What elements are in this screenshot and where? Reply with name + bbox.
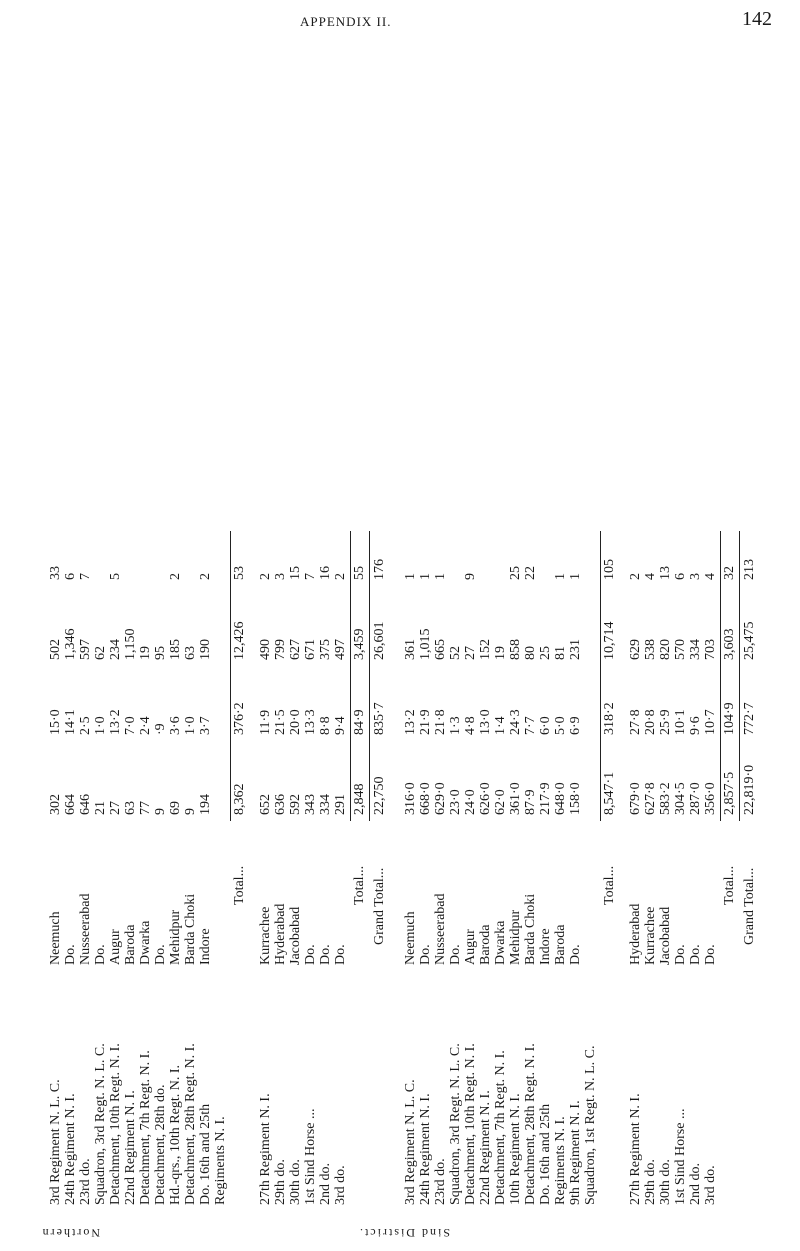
value-cell: 291 bbox=[333, 794, 348, 815]
value-cell: 6 bbox=[63, 573, 78, 580]
station-cell: Do. bbox=[448, 944, 463, 965]
grand-total-value: 25,475 bbox=[742, 621, 757, 660]
grand-rule bbox=[369, 531, 370, 821]
value-cell: 592 bbox=[288, 794, 303, 815]
regiment-cell: Squadron, 1st Regt. N. L. C. bbox=[583, 1045, 598, 1205]
value-cell: 1 bbox=[568, 573, 583, 580]
value-cell: 1·0 bbox=[183, 716, 198, 735]
regiment-cell: 2nd do. bbox=[318, 1163, 333, 1205]
value-cell: 820 bbox=[658, 639, 673, 660]
value-cell: 231 bbox=[568, 639, 583, 660]
station-cell: Neemuch bbox=[48, 911, 63, 965]
value-cell: 375 bbox=[318, 639, 333, 660]
regiment-cell: 10th Regiment N. I. bbox=[508, 1093, 523, 1205]
value-cell: 63 bbox=[183, 646, 198, 660]
station-cell: Do. bbox=[418, 944, 433, 965]
regiment-cell: 30th do. bbox=[288, 1159, 303, 1205]
total-value: 3,603 bbox=[722, 628, 737, 660]
value-cell: 7·0 bbox=[123, 716, 138, 735]
value-cell: 9 bbox=[183, 808, 198, 815]
station-cell: Do. bbox=[688, 944, 703, 965]
total-value: 376·2 bbox=[232, 702, 247, 735]
station-cell: Augur bbox=[108, 929, 123, 965]
station-cell: Mehidpur bbox=[168, 909, 183, 965]
value-cell: 287·0 bbox=[688, 782, 703, 815]
value-cell: 1,150 bbox=[123, 628, 138, 660]
value-cell: 665 bbox=[433, 639, 448, 660]
total-label: Total... bbox=[602, 865, 617, 905]
value-cell: 20·0 bbox=[288, 709, 303, 735]
page-number: 142 bbox=[742, 8, 772, 30]
value-cell: 6 bbox=[673, 573, 688, 580]
value-cell: 7 bbox=[78, 573, 93, 580]
value-cell: 13 bbox=[658, 566, 673, 580]
value-cell: 52 bbox=[448, 646, 463, 660]
total-label: Total... bbox=[232, 865, 247, 905]
total-label: Total... bbox=[352, 865, 367, 905]
value-cell: 7·7 bbox=[523, 716, 538, 735]
total-value: 2,848 bbox=[352, 783, 367, 815]
grand-rule bbox=[739, 531, 740, 821]
regiment-cell: 2nd do. bbox=[688, 1163, 703, 1205]
total-value: 12,426 bbox=[232, 621, 247, 660]
value-cell: 597 bbox=[78, 639, 93, 660]
value-cell: 626·0 bbox=[478, 782, 493, 815]
value-cell: 15·0 bbox=[48, 709, 63, 735]
regiment-cell: 23rd do. bbox=[433, 1158, 448, 1205]
side-label-northern: Northern bbox=[40, 1226, 100, 1240]
value-cell: 1 bbox=[403, 573, 418, 580]
value-cell: 33 bbox=[48, 566, 63, 580]
value-cell: 63 bbox=[123, 801, 138, 815]
value-cell: 1 bbox=[433, 573, 448, 580]
value-cell: 3·7 bbox=[198, 716, 213, 735]
value-cell: 5 bbox=[108, 573, 123, 580]
regiment-cell: 24th Regiment N. I. bbox=[63, 1093, 78, 1205]
station-cell: Indore bbox=[198, 928, 213, 965]
value-cell: 3 bbox=[273, 573, 288, 580]
value-cell: 652 bbox=[258, 794, 273, 815]
value-cell: 27 bbox=[463, 646, 478, 660]
value-cell: 502 bbox=[48, 639, 63, 660]
value-cell: 13·2 bbox=[108, 709, 123, 735]
regiment-cell: Detachment, 28th Regt. N. I. bbox=[183, 1043, 198, 1205]
value-cell: 1·4 bbox=[493, 716, 508, 735]
value-cell: 15 bbox=[288, 566, 303, 580]
grand-total-value: 772·7 bbox=[742, 702, 757, 735]
grand-total-value: 22,819·0 bbox=[742, 764, 757, 815]
value-cell: 62 bbox=[93, 646, 108, 660]
station-cell: Nusseerabad bbox=[433, 893, 448, 965]
station-cell: Do. bbox=[93, 944, 108, 965]
section-upper bbox=[38, 55, 387, 1215]
value-cell: 1·3 bbox=[448, 716, 463, 735]
value-cell: 2 bbox=[168, 573, 183, 580]
station-cell: Augur bbox=[463, 929, 478, 965]
side-label-sind: Sind District. bbox=[357, 1226, 450, 1240]
total-label: Total... bbox=[722, 865, 737, 905]
value-cell: 629 bbox=[628, 639, 643, 660]
value-cell: 69 bbox=[168, 801, 183, 815]
value-cell: 190 bbox=[198, 639, 213, 660]
value-cell: 21·5 bbox=[273, 709, 288, 735]
value-cell: 671 bbox=[303, 639, 318, 660]
value-cell: 7 bbox=[303, 573, 318, 580]
value-cell: 316·0 bbox=[403, 782, 418, 815]
grand-total-value: 26,601 bbox=[372, 621, 387, 660]
value-cell: 152 bbox=[478, 639, 493, 660]
regiment-cell: 27th Regiment N. I. bbox=[628, 1093, 643, 1205]
value-cell: 19 bbox=[493, 646, 508, 660]
regiment-cell: 27th Regiment N. I. bbox=[258, 1093, 273, 1205]
value-cell: 3 bbox=[688, 573, 703, 580]
regiment-cell: Regiments N. I. bbox=[213, 1116, 228, 1205]
regiment-cell: 22nd Regiment N. I. bbox=[123, 1090, 138, 1205]
regiment-cell: 3rd Regiment N. L. C. bbox=[48, 1079, 63, 1205]
value-cell: 356·0 bbox=[703, 782, 718, 815]
value-cell: 361·0 bbox=[508, 782, 523, 815]
station-cell: Barda Choki bbox=[183, 893, 198, 965]
regiment-cell: 24th Regiment N. I. bbox=[418, 1093, 433, 1205]
value-cell: 77 bbox=[138, 801, 153, 815]
value-cell: 2 bbox=[198, 573, 213, 580]
value-cell: 646 bbox=[78, 794, 93, 815]
value-cell: 11·9 bbox=[258, 709, 273, 735]
value-cell: 3·6 bbox=[168, 716, 183, 735]
regiment-cell: 1st Sind Horse ... bbox=[673, 1108, 688, 1205]
regiment-cell: Detachment, 10th Regt. N. I. bbox=[463, 1043, 478, 1205]
page-header bbox=[0, 0, 800, 40]
value-cell: 679·0 bbox=[628, 782, 643, 815]
station-cell: Baroda bbox=[123, 924, 138, 965]
regiment-cell: Detachment, 28th do. bbox=[153, 1084, 168, 1205]
total-rule bbox=[230, 531, 231, 821]
value-cell: 95 bbox=[153, 646, 168, 660]
regiment-cell: Do. 16th and 25th bbox=[538, 1103, 553, 1205]
station-cell: Kurrachee bbox=[643, 906, 658, 965]
value-cell: 21 bbox=[93, 801, 108, 815]
total-rule bbox=[720, 531, 721, 821]
total-value: 3,459 bbox=[352, 628, 367, 660]
value-cell: 158·0 bbox=[568, 782, 583, 815]
value-cell: ·9 bbox=[153, 723, 168, 735]
value-cell: 334 bbox=[688, 639, 703, 660]
station-cell: Baroda bbox=[553, 924, 568, 965]
value-cell: 334 bbox=[318, 794, 333, 815]
grand-total-label: Grand Total... bbox=[742, 867, 757, 945]
station-cell: Kurrachee bbox=[258, 906, 273, 965]
value-cell: 703 bbox=[703, 639, 718, 660]
value-cell: 627·8 bbox=[643, 782, 658, 815]
value-cell: 21·9 bbox=[418, 709, 433, 735]
station-cell: Barda Choki bbox=[523, 893, 538, 965]
total-value: 10,714 bbox=[602, 621, 617, 660]
value-cell: 81 bbox=[553, 646, 568, 660]
value-cell: 87·9 bbox=[523, 789, 538, 815]
value-cell: 25·9 bbox=[658, 709, 673, 735]
regiment-cell: 29th do. bbox=[643, 1159, 658, 1205]
value-cell: 9·6 bbox=[688, 716, 703, 735]
value-cell: 80 bbox=[523, 646, 538, 660]
value-cell: 668·0 bbox=[418, 782, 433, 815]
value-cell: 25 bbox=[538, 646, 553, 660]
value-cell: 24·3 bbox=[508, 709, 523, 735]
value-cell: 1 bbox=[553, 573, 568, 580]
station-cell: Do. bbox=[673, 944, 688, 965]
value-cell: 664 bbox=[63, 794, 78, 815]
regiment-cell: Detachment, 28th Regt. N. I. bbox=[523, 1043, 538, 1205]
value-cell: 858 bbox=[508, 639, 523, 660]
grand-total-value: 22,750 bbox=[372, 776, 387, 815]
total-value: 105 bbox=[602, 559, 617, 580]
station-cell: Hyderabad bbox=[273, 903, 288, 965]
station-cell: Dwarka bbox=[493, 920, 508, 965]
regiment-cell: Squadron, 3rd Regt. N. L. C. bbox=[93, 1043, 108, 1205]
value-cell: 1·0 bbox=[93, 716, 108, 735]
value-cell: 2·4 bbox=[138, 716, 153, 735]
value-cell: 2 bbox=[628, 573, 643, 580]
value-cell: 636 bbox=[273, 794, 288, 815]
value-cell: 4 bbox=[703, 573, 718, 580]
station-cell: Do. bbox=[303, 944, 318, 965]
value-cell: 361 bbox=[403, 639, 418, 660]
value-cell: 234 bbox=[108, 639, 123, 660]
regiment-cell: 3rd do. bbox=[333, 1165, 348, 1205]
grand-total-value: 176 bbox=[372, 559, 387, 580]
value-cell: 1 bbox=[418, 573, 433, 580]
station-cell: Jacobabad bbox=[658, 906, 673, 965]
regiment-cell: 3rd Regiment N. L. C. bbox=[403, 1079, 418, 1205]
value-cell: 2·5 bbox=[78, 716, 93, 735]
value-cell: 185 bbox=[168, 639, 183, 660]
value-cell: 217·9 bbox=[538, 782, 553, 815]
regiment-cell: Detachment, 10th Regt. N. I. bbox=[108, 1043, 123, 1205]
value-cell: 538 bbox=[643, 639, 658, 660]
value-cell: 2 bbox=[258, 573, 273, 580]
total-rule bbox=[350, 531, 351, 821]
value-cell: 9·4 bbox=[333, 716, 348, 735]
value-cell: 13·3 bbox=[303, 709, 318, 735]
grand-total-value: 213 bbox=[742, 559, 757, 580]
total-value: 2,857·5 bbox=[722, 771, 737, 815]
value-cell: 627 bbox=[288, 639, 303, 660]
value-cell: 4 bbox=[643, 573, 658, 580]
regiment-cell: 30th do. bbox=[658, 1159, 673, 1205]
regiment-cell: Do. 16th and 25th bbox=[198, 1103, 213, 1205]
value-cell: 25 bbox=[508, 566, 523, 580]
station-cell: Do. bbox=[568, 944, 583, 965]
grand-total-label: Grand Total... bbox=[372, 867, 387, 945]
value-cell: 23·0 bbox=[448, 789, 463, 815]
value-cell: 1,015 bbox=[418, 628, 433, 660]
regiment-cell: 23rd do. bbox=[78, 1158, 93, 1205]
value-cell: 1,346 bbox=[63, 628, 78, 660]
station-cell: Do. bbox=[318, 944, 333, 965]
total-value: 53 bbox=[232, 566, 247, 580]
regiment-cell: Detachment, 7th Regt. N. I. bbox=[493, 1050, 508, 1205]
value-cell: 5·0 bbox=[553, 716, 568, 735]
value-cell: 10·7 bbox=[703, 709, 718, 735]
total-value: 104·9 bbox=[722, 702, 737, 735]
value-cell: 13·2 bbox=[403, 709, 418, 735]
total-value: 32 bbox=[722, 566, 737, 580]
regiment-cell: 1st Sind Horse ... bbox=[303, 1108, 318, 1205]
rotated-table bbox=[38, 55, 757, 1215]
value-cell: 343 bbox=[303, 794, 318, 815]
value-cell: 194 bbox=[198, 794, 213, 815]
value-cell: 27 bbox=[108, 801, 123, 815]
regiment-cell: 29th do. bbox=[273, 1159, 288, 1205]
grand-total-value: 835·7 bbox=[372, 702, 387, 735]
station-cell: Do. bbox=[703, 944, 718, 965]
value-cell: 302 bbox=[48, 794, 63, 815]
station-cell: Mehidpur bbox=[508, 909, 523, 965]
station-cell: Do. bbox=[333, 944, 348, 965]
value-cell: 570 bbox=[673, 639, 688, 660]
regiment-cell: 9th Regiment N. I. bbox=[568, 1100, 583, 1205]
page-title: APPENDIX II. bbox=[300, 14, 392, 29]
station-cell: Indore bbox=[538, 928, 553, 965]
total-value: 8,547·1 bbox=[602, 771, 617, 815]
regiment-cell: Squadron, 3rd Regt. N. L. C. bbox=[448, 1043, 463, 1205]
station-cell: Neemuch bbox=[403, 911, 418, 965]
value-cell: 13·0 bbox=[478, 709, 493, 735]
regiment-cell: Detachment, 7th Regt. N. I. bbox=[138, 1050, 153, 1205]
value-cell: 799 bbox=[273, 639, 288, 660]
value-cell: 629·0 bbox=[433, 782, 448, 815]
value-cell: 6·0 bbox=[538, 716, 553, 735]
total-value: 8,362 bbox=[232, 783, 247, 815]
value-cell: 4·8 bbox=[463, 716, 478, 735]
value-cell: 9 bbox=[153, 808, 168, 815]
value-cell: 9 bbox=[463, 573, 478, 580]
regiment-cell: Regiments N. I. bbox=[553, 1116, 568, 1205]
station-cell: Baroda bbox=[478, 924, 493, 965]
regiment-cell: 3rd do. bbox=[703, 1165, 718, 1205]
value-cell: 16 bbox=[318, 566, 333, 580]
total-rule bbox=[600, 531, 601, 821]
value-cell: 22 bbox=[523, 566, 538, 580]
regiment-cell: Hd.-qrs., 10th Regt. N. I. bbox=[168, 1065, 183, 1205]
value-cell: 20·8 bbox=[643, 709, 658, 735]
value-cell: 490 bbox=[258, 639, 273, 660]
station-cell: Nusseerabad bbox=[78, 893, 93, 965]
value-cell: 19 bbox=[138, 646, 153, 660]
total-value: 318·2 bbox=[602, 702, 617, 735]
station-cell: Dwarka bbox=[138, 920, 153, 965]
value-cell: 8·8 bbox=[318, 716, 333, 735]
value-cell: 6·9 bbox=[568, 716, 583, 735]
regiment-cell: 22nd Regiment N. I. bbox=[478, 1090, 493, 1205]
value-cell: 648·0 bbox=[553, 782, 568, 815]
section-northern bbox=[393, 55, 757, 1215]
total-value: 84·9 bbox=[352, 709, 367, 735]
value-cell: 21·8 bbox=[433, 709, 448, 735]
value-cell: 304·5 bbox=[673, 782, 688, 815]
station-cell: Do. bbox=[63, 944, 78, 965]
value-cell: 2 bbox=[333, 573, 348, 580]
station-cell: Hyderabad bbox=[628, 903, 643, 965]
value-cell: 583·2 bbox=[658, 782, 673, 815]
value-cell: 10·1 bbox=[673, 709, 688, 735]
value-cell: 62·0 bbox=[493, 789, 508, 815]
value-cell: 27·8 bbox=[628, 709, 643, 735]
value-cell: 24·0 bbox=[463, 789, 478, 815]
total-value: 55 bbox=[352, 566, 367, 580]
station-cell: Jacobabad bbox=[288, 906, 303, 965]
value-cell: 14·1 bbox=[63, 709, 78, 735]
station-cell: Do. bbox=[153, 944, 168, 965]
value-cell: 497 bbox=[333, 639, 348, 660]
